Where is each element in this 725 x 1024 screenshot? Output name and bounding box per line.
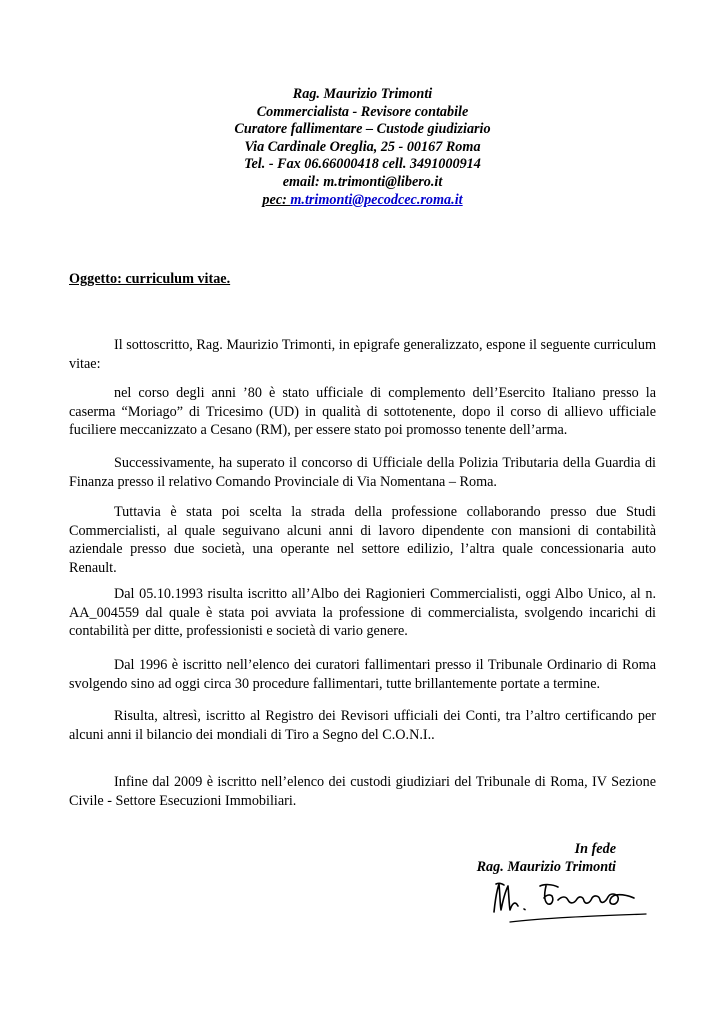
subject-line: Oggetto: curriculum vitae.: [69, 271, 231, 287]
paragraph-military-service: nel corso degli anni ’80 è stato ufficiale di complemento dell’Esercito Italiano presso la caserma “Moriago” di Tricesimo (UD) in qualità di sottotenente, dopo il corso di allievo ufficiale fuciliere meccanizzato a Cesano (RM), per essere stato poi promosso tenente dell’arma.: [69, 385, 656, 439]
paragraph-professional-career: Tuttavia è stata poi scelta la strada della professione collaborando presso due Studi Commercialisti, al quale seguivano alcuni anni di lavoro dipendente con mansioni di contabilità aziendale presso due società, una operante nel settore edilizio, l’altra quale concessionaria auto Renault.: [69, 504, 656, 576]
letterhead-titles: Commercialista - Revisore contabile: [256, 103, 469, 120]
letterhead-phone: Tel. - Fax 06.66000418 cell. 3491000914: [244, 156, 481, 173]
paragraph-guardia-finanza: Successivamente, ha superato il concorso di Ufficiale della Polizia Tributaria della Guardia di Finanza presso il relativo Comando Provinciale di Via Nomentana – Roma.: [69, 455, 656, 490]
closing-salutation: In fede: [574, 841, 616, 857]
letterhead-email: email: m.trimonti@libero.it: [282, 173, 443, 190]
paragraph-albo-registration: Dal 05.10.1993 risulta iscritto all’Albo dei Ragionieri Commercialisti, oggi Albo Unico, al n. AA_004559 dal quale è stata poi avviata la professione di commercialista, svolgendo incarichi di contabilità per ditte, professionisti e società di vario genere.: [69, 586, 656, 640]
closing-block: [430, 840, 616, 876]
letterhead-pec: [0, 192, 725, 210]
letterhead-address: Via Cardinale Oreglia, 25 - 00167 Roma: [244, 138, 481, 155]
letterhead: [0, 86, 725, 209]
paragraph-intro: Il sottoscritto, Rag. Maurizio Trimonti, in epigrafe generalizzato, espone il seguente curriculum vitae:: [69, 337, 656, 372]
letterhead-roles: Curatore fallimentare – Custode giudiziario: [234, 121, 491, 138]
paragraph-custode: Infine dal 2009 è iscritto nell’elenco dei custodi giudiziari del Tribunale di Roma, IV Sezione Civile - Settore Esecuzioni Immobiliari.: [69, 774, 656, 809]
pec-label: pec:: [262, 191, 291, 208]
paragraph-revisori: Risulta, altresì, iscritto al Registro dei Revisori ufficiali dei Conti, tra l’altro certificando per alcuni anni il bilancio dei mondiali di Tiro a Segno del C.O.N.I..: [69, 708, 656, 743]
pec-email-link[interactable]: m.trimonti@pecodcec.roma.it: [290, 191, 463, 208]
handwritten-signature: [482, 872, 652, 928]
closing-name: Rag. Maurizio Trimonti: [476, 859, 616, 875]
letterhead-name: Rag. Maurizio Trimonti: [292, 86, 433, 102]
paragraph-curatore: Dal 1996 è iscritto nell’elenco dei curatori fallimentari presso il Tribunale Ordinario di Roma svolgendo sino ad oggi circa 30 procedure fallimentari, tutte brillantemente portate a termine.: [69, 657, 656, 692]
